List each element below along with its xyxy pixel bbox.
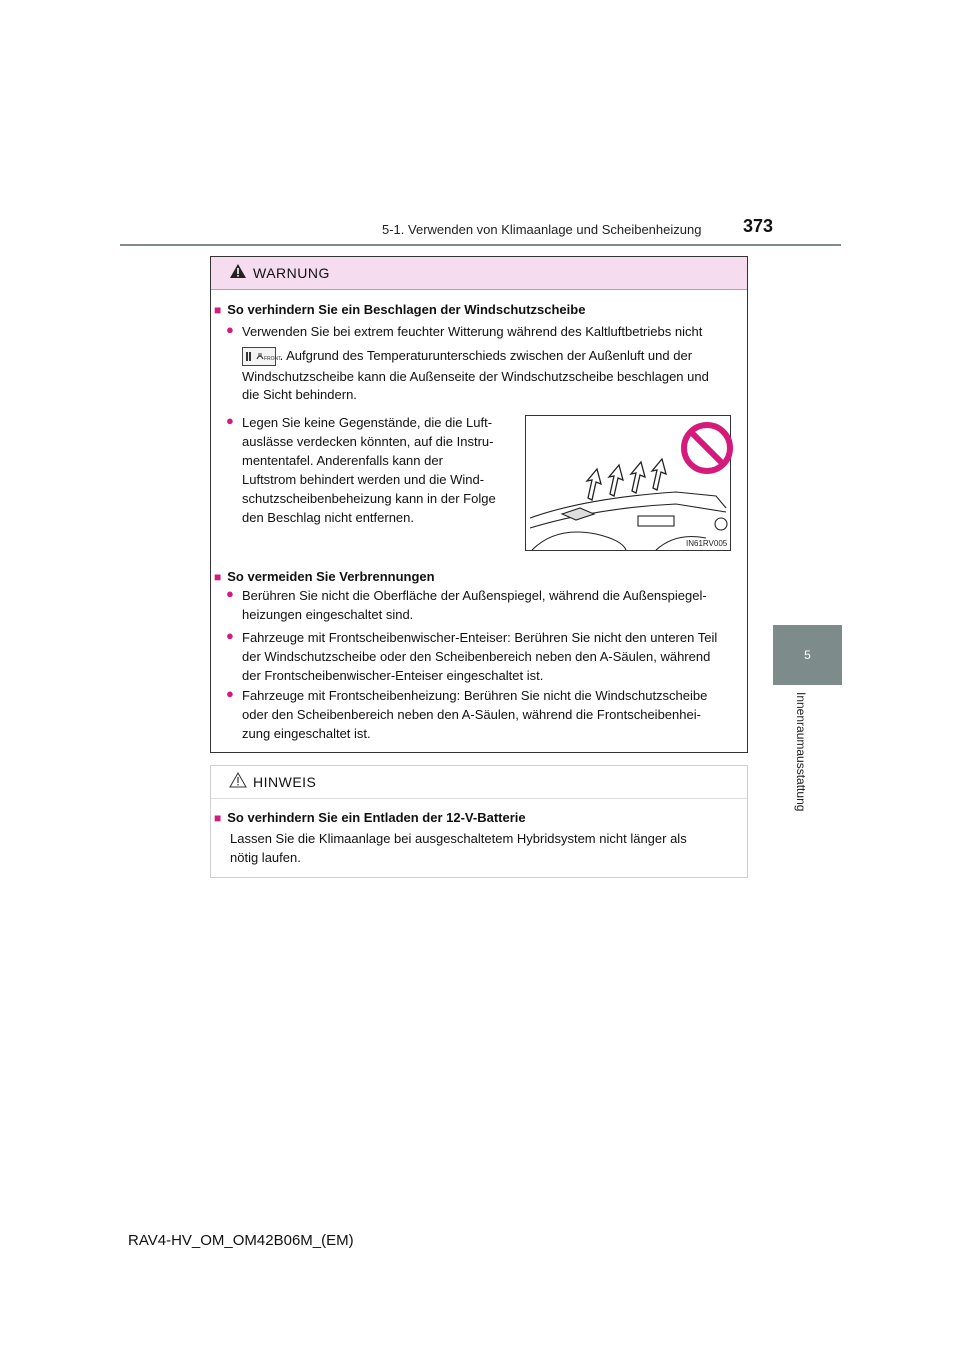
defogger-glyph-icon [243,348,282,365]
bullet1-line4: die Sicht behindern. [242,387,357,402]
bullet3-text [242,586,742,624]
bullet4-line: Fahrzeuge mit Frontscheibenwischer-Enteiser: Berühren Sie nicht den unteren Teil [242,630,718,645]
bullet5-line: zung eingeschaltet ist. [242,726,371,741]
bullet1-line2-row [242,346,742,366]
bullet-dot-icon: ● [226,628,234,643]
bullet1-line3: Windschutzscheibe kann die Außenseite der Windschutzscheibe beschlagen und [242,369,709,384]
bullet5-line: Fahrzeuge mit Frontscheibenheizung: Berühren Sie nicht die Windschutzscheibe [242,688,708,703]
bullet2-text [242,413,514,527]
bullet2-line: mententafel. Anderenfalls kann der [242,453,443,468]
bullet5-text [242,686,742,743]
note-line: nötig laufen. [230,850,301,865]
bullet1-line2: . Aufgrund des Temperaturunterschieds zwischen der Außenluft und der [279,348,693,363]
chapter-tab[interactable]: 5 [773,625,842,685]
dashboard-illustration [525,415,731,551]
warning-heading-burn [214,567,435,587]
svg-text:FRONT: FRONT [264,356,282,363]
front-defogger-button-icon [242,347,282,366]
bullet-dot-icon: ● [226,686,234,701]
note-header [211,766,747,799]
bullet4-text [242,628,742,685]
note-body [230,829,742,867]
bullet5-line: oder den Scheibenbereich neben den A-Säulen, während die Frontscheibenhei- [242,707,701,722]
warning-header [211,257,747,290]
section-header: 5-1. Verwenden von Klimaanlage und Scheibenheizung [382,222,702,237]
warning-title: WARNUNG [253,265,330,281]
heading-text: So verhindern Sie ein Beschlagen der Windschutzscheibe [227,302,586,317]
page-number: 373 [743,216,774,236]
note-line: Lassen Sie die Klimaanlage bei ausgeschaltetem Hybridsystem nicht länger als [230,831,687,846]
caution-outline-icon [229,772,247,788]
bullet3-line: Berühren Sie nicht die Oberfläche der Außenspiegel, während die Außenspiegel- [242,588,707,603]
bullet4-line: der Frontscheibenwischer-Enteiser eingeschaltet ist. [242,668,544,683]
bullet1-line1: Verwenden Sie bei extrem feuchter Witterung während des Kaltluftbetriebs nicht [242,324,703,339]
bullet-dot-icon: ● [226,586,234,601]
warning-heading-fog [214,300,585,320]
square-bullet-icon: ■ [214,303,222,317]
note-heading [214,808,526,828]
bullet-dot-icon: ● [226,413,234,428]
bullet2-line: den Beschlag nicht entfernen. [242,510,415,525]
bullet2-line: Legen Sie keine Gegenstände, die die Luft- [242,415,493,430]
header-rule [120,244,841,246]
square-bullet-icon: ■ [214,811,222,825]
bullet2-line: Luftstrom behindert werden und die Wind- [242,472,485,487]
bullet-dot-icon: ● [226,322,234,337]
bullet2-line: auslässe verdecken könnten, auf die Instru- [242,434,494,449]
heading-text: So vermeiden Sie Verbrennungen [227,569,435,584]
bullet2-line: schutzscheibenbeheizung kann in der Folge [242,491,496,506]
chapter-label: Innenraumausstattung [794,692,808,812]
prohibition-icon [684,425,730,471]
heading-text: So verhindern Sie ein Entladen der 12-V-Batterie [227,810,526,825]
bullet3-line: heizungen eingeschaltet sind. [242,607,414,622]
bullet4-line: der Windschutzscheibe oder den Scheibenbereich neben den A-Säulen, während [242,649,711,664]
document-code: RAV4-HV_OM_OM42B06M_(EM) [128,1232,354,1249]
warning-triangle-icon [229,263,247,279]
illustration-code: IN61RV005 [686,539,728,548]
note-title: HINWEIS [253,774,317,790]
blocked-vents-drawing [526,416,730,550]
square-bullet-icon: ■ [214,570,222,584]
